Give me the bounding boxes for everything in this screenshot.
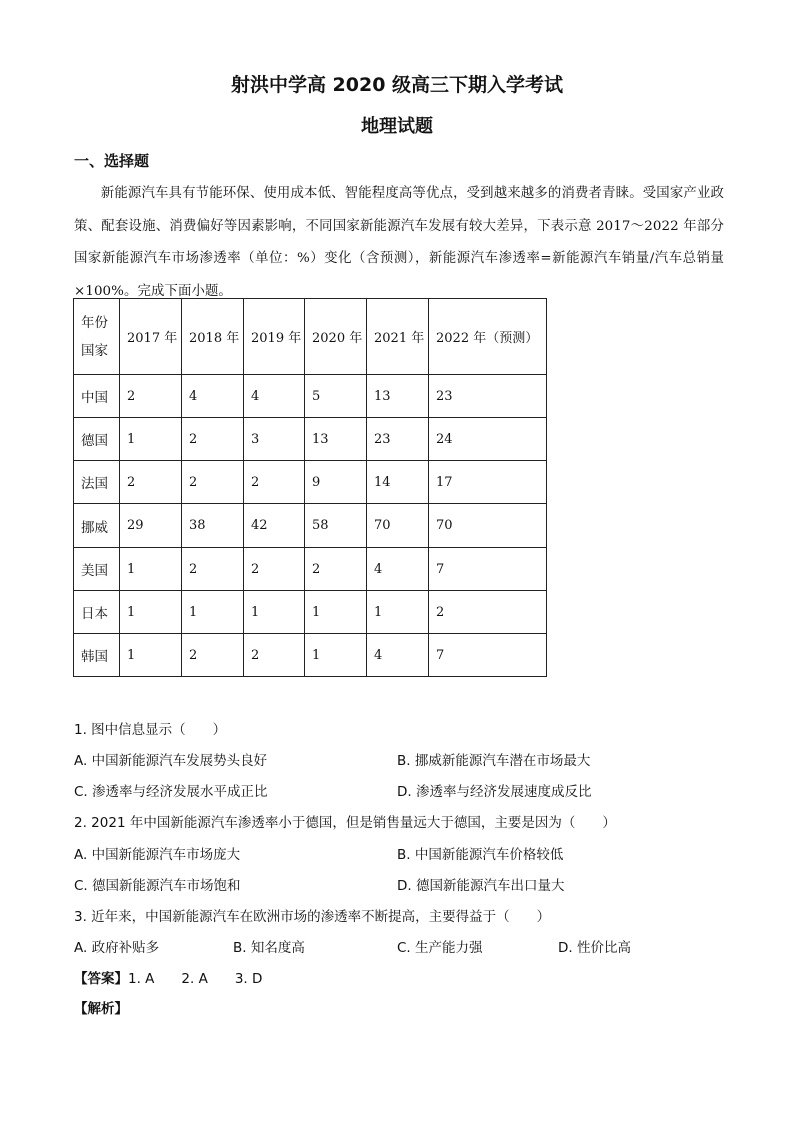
value-cell: 2 <box>182 548 244 591</box>
value-cell: 38 <box>182 504 244 548</box>
country-cell: 日本 <box>74 591 120 634</box>
question-3-stem: 3. 近年来，中国新能源汽车在欧洲市场的渗透率不断提高，主要得益于（ ） <box>74 909 551 925</box>
year-header: 2022 年（预测） <box>429 299 547 375</box>
value-cell: 7 <box>429 634 547 677</box>
question-1-option-b[interactable]: B. 挪威新能源汽车潜在市场最大 <box>397 753 591 769</box>
question-2-option-a[interactable]: A. 中国新能源汽车市场庞大 <box>74 847 241 863</box>
table-row <box>74 375 547 418</box>
value-cell: 1 <box>120 591 182 634</box>
value-cell: 1 <box>120 634 182 677</box>
section-heading: 一、选择题 <box>74 152 150 170</box>
penetration-table <box>73 298 547 677</box>
value-cell: 17 <box>429 461 547 504</box>
answer-text: 1. A 2. A 3. D <box>128 971 263 987</box>
question-2-stem: 2. 2021 年中国新能源汽车渗透率小于德国，但是销售量远大于德国，主要是因为（ ） <box>74 815 616 831</box>
value-cell: 23 <box>367 418 429 461</box>
value-cell: 70 <box>429 504 547 548</box>
table-row <box>74 548 547 591</box>
table-corner-cell <box>74 299 120 375</box>
table-header-row <box>74 299 547 375</box>
value-cell: 2 <box>305 548 367 591</box>
country-cell: 美国 <box>74 548 120 591</box>
table-row <box>74 591 547 634</box>
question-3-option-c[interactable]: C. 生产能力强 <box>397 940 483 956</box>
value-cell: 2 <box>182 634 244 677</box>
value-cell: 2 <box>244 548 305 591</box>
year-header: 2019 年 <box>244 299 305 375</box>
year-header: 2017 年 <box>120 299 182 375</box>
value-cell: 2 <box>182 418 244 461</box>
question-1-stem: 1. 图中信息显示（ ） <box>74 722 227 738</box>
answer-label: 【答案】 <box>74 971 128 987</box>
corner-year-label: 年份 <box>81 314 108 331</box>
question-3-option-a[interactable]: A. 政府补贴多 <box>74 940 160 956</box>
table-row <box>74 634 547 677</box>
analysis-label: 【解析】 <box>74 1001 128 1017</box>
country-cell: 法国 <box>74 461 120 504</box>
value-cell: 13 <box>305 418 367 461</box>
table-row <box>74 461 547 504</box>
value-cell: 14 <box>367 461 429 504</box>
table-row <box>74 418 547 461</box>
value-cell: 2 <box>429 591 547 634</box>
value-cell: 42 <box>244 504 305 548</box>
country-cell: 德国 <box>74 418 120 461</box>
exam-subtitle: 地理试题 <box>361 116 433 137</box>
value-cell: 13 <box>367 375 429 418</box>
value-cell: 2 <box>120 461 182 504</box>
value-cell: 1 <box>244 591 305 634</box>
question-1-option-c[interactable]: C. 渗透率与经济发展水平成正比 <box>74 784 268 800</box>
question-3-option-d[interactable]: D. 性价比高 <box>558 940 631 956</box>
year-header: 2021 年 <box>367 299 429 375</box>
value-cell: 1 <box>120 418 182 461</box>
table-row <box>74 504 547 548</box>
question-2-option-b[interactable]: B. 中国新能源汽车价格较低 <box>397 847 564 863</box>
value-cell: 1 <box>367 591 429 634</box>
question-2-option-c[interactable]: C. 德国新能源汽车市场饱和 <box>74 878 241 894</box>
country-cell: 韩国 <box>74 634 120 677</box>
value-cell: 2 <box>182 461 244 504</box>
value-cell: 29 <box>120 504 182 548</box>
question-3-option-b[interactable]: B. 知名度高 <box>233 940 305 956</box>
value-cell: 7 <box>429 548 547 591</box>
value-cell: 1 <box>305 634 367 677</box>
value-cell: 70 <box>367 504 429 548</box>
value-cell: 1 <box>120 548 182 591</box>
country-cell: 中国 <box>74 375 120 418</box>
exam-title: 射洪中学高 2020 级高三下期入学考试 <box>230 74 564 96</box>
value-cell: 3 <box>244 418 305 461</box>
question-1-option-d[interactable]: D. 渗透率与经济发展速度成反比 <box>397 784 592 800</box>
value-cell: 2 <box>120 375 182 418</box>
year-header: 2018 年 <box>182 299 244 375</box>
value-cell: 2 <box>244 461 305 504</box>
value-cell: 58 <box>305 504 367 548</box>
question-2-option-d[interactable]: D. 德国新能源汽车出口量大 <box>397 878 565 894</box>
value-cell: 4 <box>367 634 429 677</box>
country-cell: 挪威 <box>74 504 120 548</box>
value-cell: 24 <box>429 418 547 461</box>
value-cell: 2 <box>244 634 305 677</box>
value-cell: 1 <box>182 591 244 634</box>
answer-line <box>74 967 262 987</box>
corner-country-label: 国家 <box>81 342 108 359</box>
value-cell: 9 <box>305 461 367 504</box>
year-header: 2020 年 <box>305 299 367 375</box>
value-cell: 1 <box>305 591 367 634</box>
value-cell: 4 <box>244 375 305 418</box>
question-1-option-a[interactable]: A. 中国新能源汽车发展势头良好 <box>74 753 268 769</box>
passage-text: 新能源汽车具有节能环保、使用成本低、智能程度高等优点，受到越来越多的消费者青睐。受国家产业政策、配套设施、消费偏好等因素影响，不同国家新能源汽车发展有较大差异，下表示意 2017～2022 年部分国家新能源汽车市场渗透率（单位：%）变化（含预测），新能源汽车渗透率=新能源汽车销量/汽车总销量×100%。完成下面小题。 <box>74 186 724 299</box>
value-cell: 4 <box>367 548 429 591</box>
value-cell: 5 <box>305 375 367 418</box>
value-cell: 4 <box>182 375 244 418</box>
value-cell: 23 <box>429 375 547 418</box>
